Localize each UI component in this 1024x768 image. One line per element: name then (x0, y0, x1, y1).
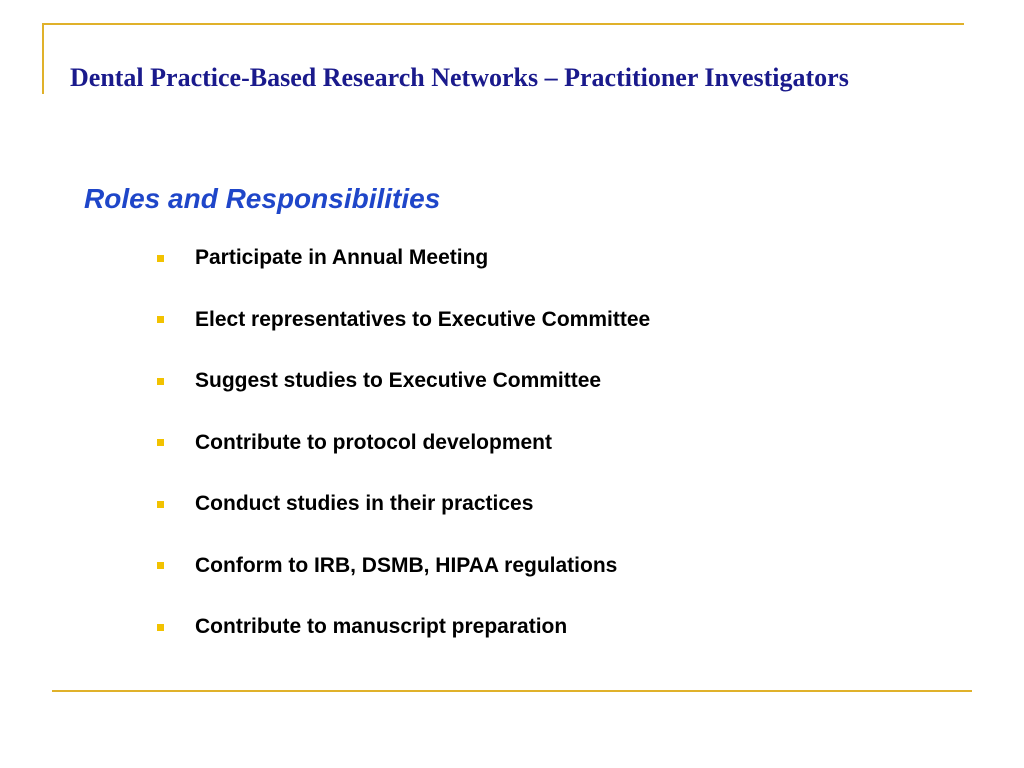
square-bullet-icon (157, 439, 164, 446)
square-bullet-icon (157, 255, 164, 262)
bullet-item (157, 488, 650, 520)
square-bullet-icon (157, 378, 164, 385)
square-bullet-icon (157, 562, 164, 569)
square-bullet-icon (157, 501, 164, 508)
bullet-item (157, 365, 650, 397)
bullet-text: Contribute to manuscript preparation (195, 615, 568, 638)
bullet-text: Suggest studies to Executive Committee (195, 369, 602, 392)
slide-title: Dental Practice-Based Research Networks – Practitioner Investigators (70, 63, 849, 92)
bullet-text: Participate in Annual Meeting (195, 246, 489, 269)
bullet-item (157, 611, 650, 643)
bullet-list (157, 242, 650, 673)
section-heading: Roles and Responsibilities (84, 183, 441, 214)
bullet-text: Contribute to protocol development (195, 430, 552, 454)
square-bullet-icon (157, 316, 164, 323)
bullet-item (157, 304, 650, 336)
bullet-text: Elect representatives to Executive Committee (195, 307, 651, 331)
bottom-rule (52, 690, 972, 692)
bullet-item (157, 242, 650, 274)
bullet-item (157, 427, 650, 459)
bullet-text: Conduct studies in their practices (195, 492, 534, 515)
top-rule (42, 23, 964, 25)
square-bullet-icon (157, 624, 164, 631)
left-rule (42, 23, 44, 94)
bullet-item (157, 550, 650, 582)
bullet-text: Conform to IRB, DSMB, HIPAA regulations (195, 553, 618, 577)
